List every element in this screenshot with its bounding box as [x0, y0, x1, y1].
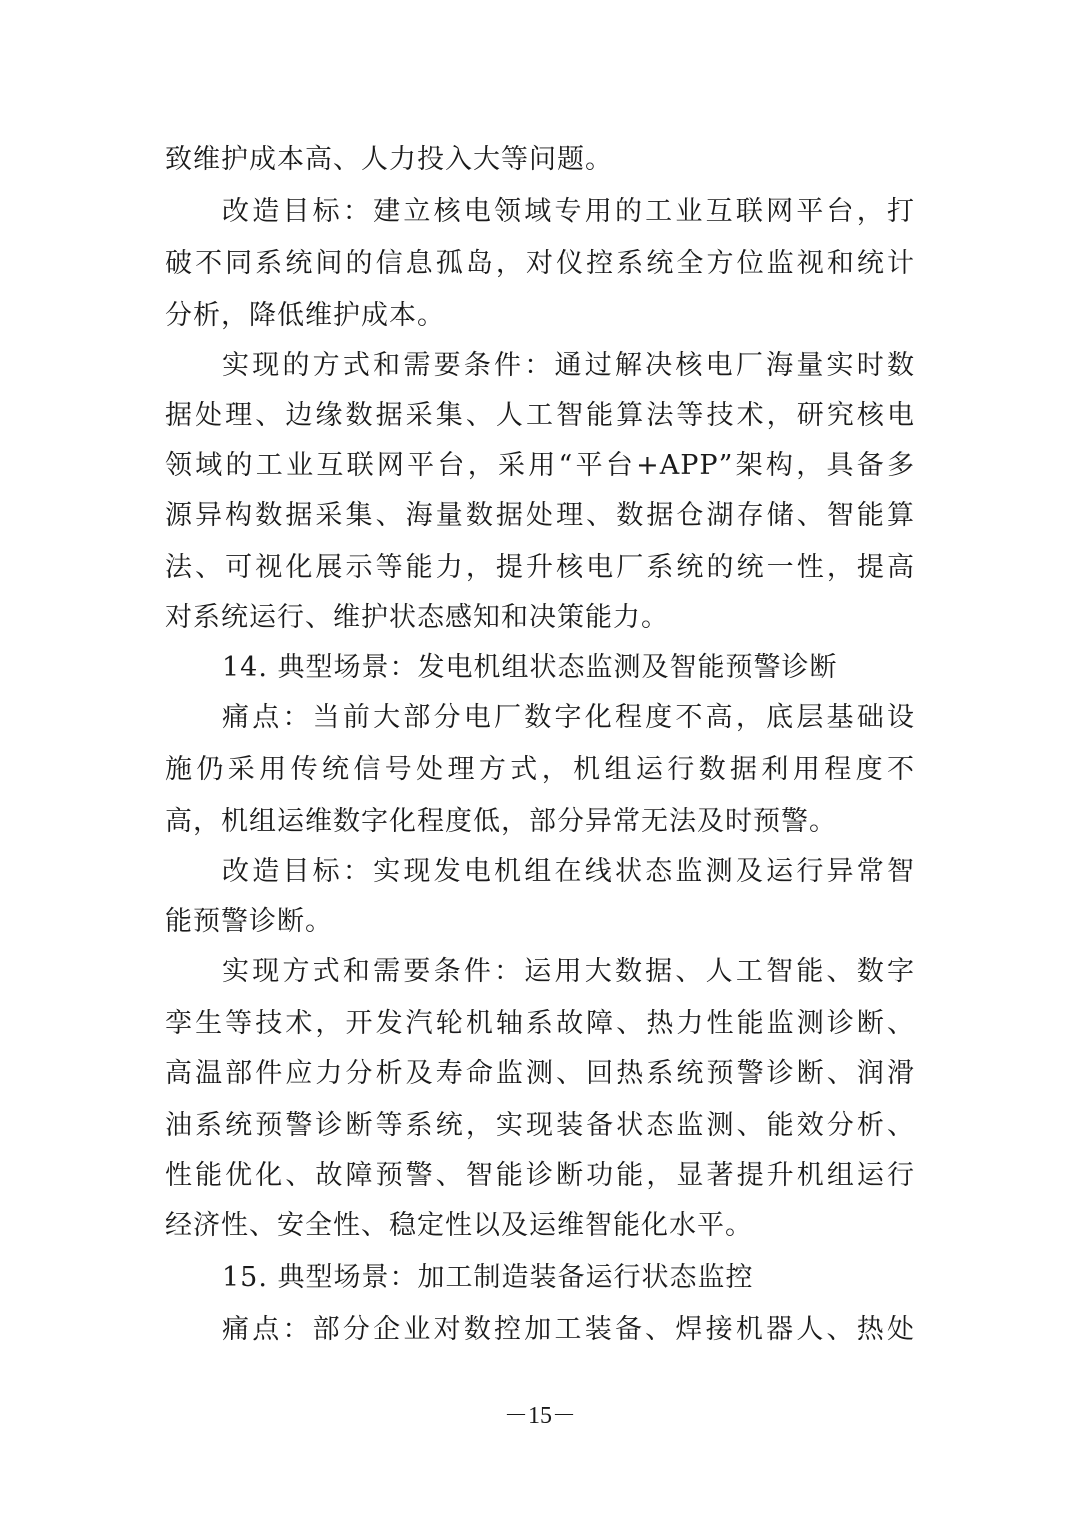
body-line: 高温部件应力分析及寿命监测、回热系统预警诊断、润滑 — [165, 1058, 915, 1089]
body-line: 油系统预警诊断等系统，实现装备状态监测、能效分析、 — [165, 1110, 915, 1141]
body-line: 孪生等技术，开发汽轮机轴系故障、热力性能监测诊断、 — [165, 1008, 915, 1039]
body-line: 对系统运行、维护状态感知和决策能力。 — [165, 602, 669, 633]
body-line: 高，机组运维数字化程度低，部分异常无法及时预警。 — [165, 806, 837, 837]
body-line: 实现方式和需要条件：运用大数据、人工智能、数字 — [222, 956, 915, 987]
body-line: 痛点：部分企业对数控加工装备、焊接机器人、热处 — [222, 1314, 915, 1345]
body-line: 改造目标：建立核电领域专用的工业互联网平台，打 — [222, 196, 915, 227]
body-line: 实现的方式和需要条件：通过解决核电厂海量实时数 — [222, 350, 915, 381]
page-number: －15－ — [504, 1403, 576, 1429]
body-line: 领域的工业互联网平台，采用“平台+APP”架构，具备多 — [165, 450, 915, 481]
body-line: 法、可视化展示等能力，提升核电厂系统的统一性，提高 — [165, 552, 915, 583]
body-line: 性能优化、故障预警、智能诊断功能，显著提升机组运行 — [165, 1160, 915, 1191]
body-line: 改造目标：实现发电机组在线状态监测及运行异常智 — [222, 856, 915, 887]
body-line: 施仍采用传统信号处理方式，机组运行数据利用程度不 — [165, 754, 915, 785]
section-heading-14: 14. 典型场景：发电机组状态监测及智能预警诊断 — [222, 652, 838, 683]
body-line: 据处理、边缘数据采集、人工智能算法等技术，研究核电 — [165, 400, 915, 431]
body-line: 痛点：当前大部分电厂数字化程度不高，底层基础设 — [222, 702, 915, 733]
body-line: 能预警诊断。 — [165, 906, 333, 937]
body-line: 分析，降低维护成本。 — [165, 300, 445, 331]
body-line: 源异构数据采集、海量数据处理、数据仓湖存储、智能算 — [165, 500, 915, 531]
body-line: 经济性、安全性、稳定性以及运维智能化水平。 — [165, 1210, 753, 1241]
body-line: 破不同系统间的信息孤岛，对仪控系统全方位监视和统计 — [165, 248, 915, 279]
section-heading-15: 15. 典型场景：加工制造装备运行状态监控 — [222, 1262, 754, 1293]
body-line: 致维护成本高、人力投入大等问题。 — [165, 144, 613, 175]
